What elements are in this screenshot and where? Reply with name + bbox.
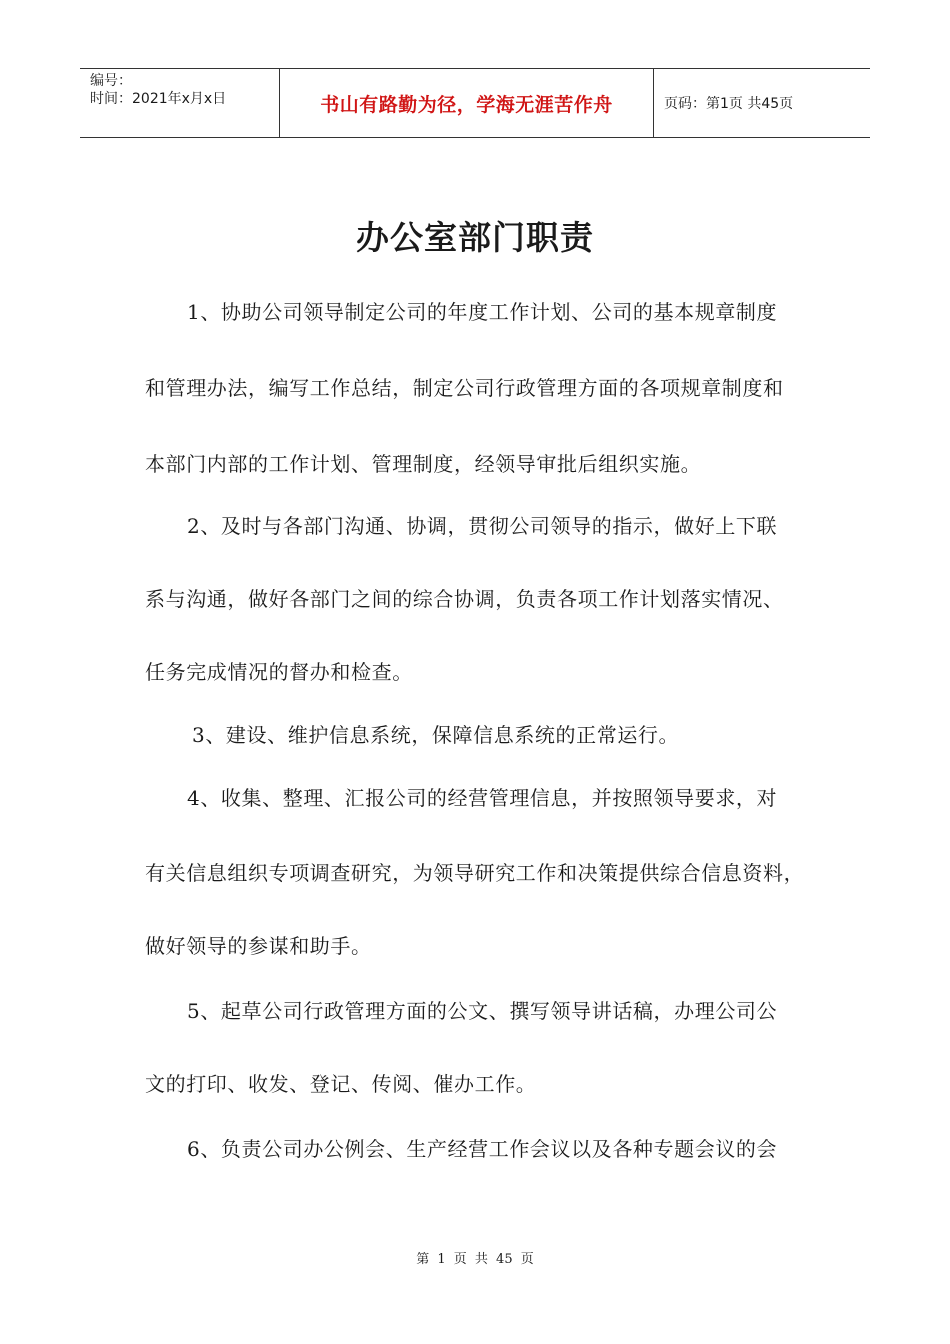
document-header xyxy=(80,68,870,138)
paragraph-line: 任务完成情况的督办和检查。 xyxy=(145,660,413,684)
header-page-info: 页码：第1页 共45页 xyxy=(664,96,794,112)
paragraph-line: 文的打印、收发、登记、传阅、催办工作。 xyxy=(145,1072,537,1096)
paragraph-line: 有关信息组织专项调查研究，为领导研究工作和决策提供综合信息资料， xyxy=(145,861,805,885)
paragraph-line: 系与沟通，做好各部门之间的综合协调，负责各项工作计划落实情况、 xyxy=(145,587,784,611)
paragraph-line: 3、建设、维护信息系统，保障信息系统的正常运行。 xyxy=(192,723,680,747)
paragraph-line: 和管理办法，编写工作总结，制定公司行政管理方面的各项规章制度和 xyxy=(145,376,784,400)
paragraph-line: 5、起草公司行政管理方面的公文、撰写领导讲话稿，办理公司公 xyxy=(187,999,778,1023)
paragraph-line: 做好领导的参谋和助手。 xyxy=(145,934,372,958)
paragraph-line: 2、及时与各部门沟通、协调，贯彻公司领导的指示，做好上下联 xyxy=(187,514,778,538)
paragraph-line: 1、协助公司领导制定公司的年度工作计划、公司的基本规章制度 xyxy=(187,300,778,324)
time-label: 时间：2021年x月x日 xyxy=(90,91,227,107)
page-title: 办公室部门职责 xyxy=(356,218,594,257)
paragraph-line: 6、负责公司办公例会、生产经营工作会议以及各种专题会议的会 xyxy=(187,1137,778,1161)
number-label: 编号： xyxy=(90,73,132,89)
header-motto: 书山有路勤为径，学海无涯苦作舟 xyxy=(280,69,654,137)
page-footer: 第 1 页 共 45 页 xyxy=(416,1252,534,1267)
header-meta xyxy=(80,69,280,137)
paragraph-line: 本部门内部的工作计划、管理制度，经领导审批后组织实施。 xyxy=(145,452,702,476)
paragraph-line: 4、收集、整理、汇报公司的经营管理信息，并按照领导要求，对 xyxy=(187,786,778,810)
